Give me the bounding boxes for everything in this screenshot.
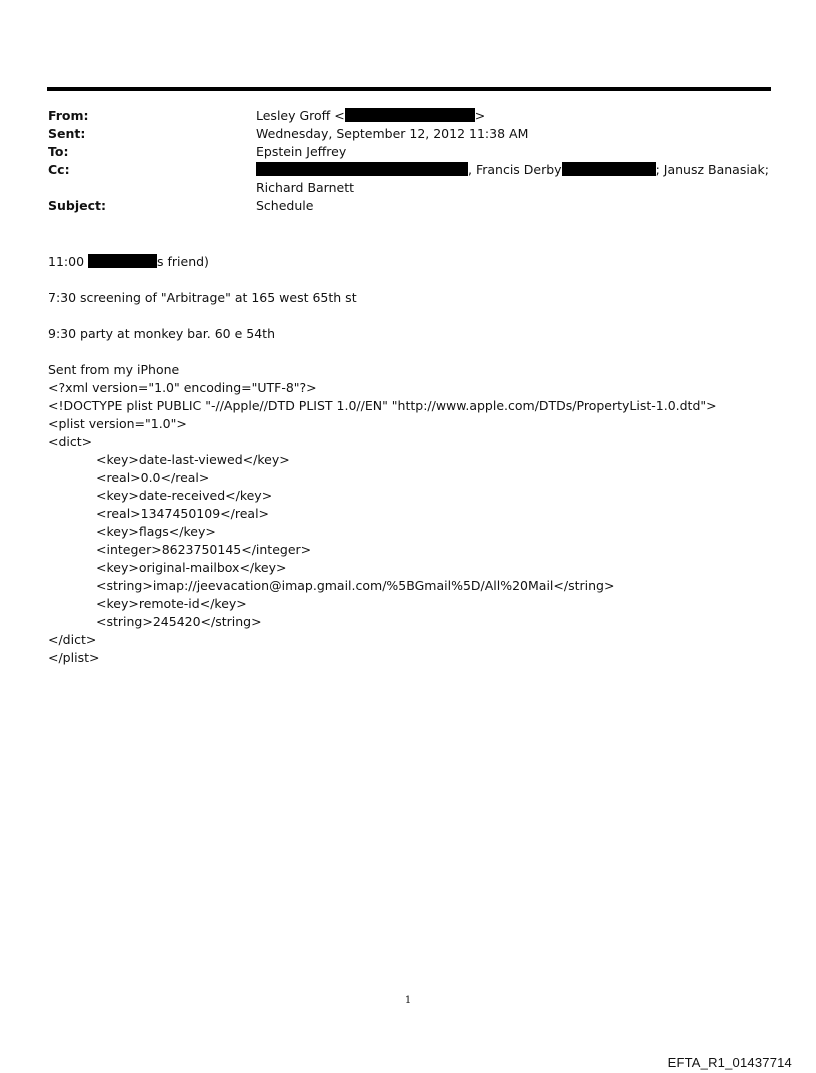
cc-part-1: , Francis Derby — [468, 162, 562, 177]
xml-entry: <string>245420</string> — [96, 614, 262, 629]
xml-entry: <key>date-received</key> — [96, 488, 273, 503]
cc-part-2: ; Janusz Banasiak; — [655, 162, 769, 177]
schedule-item-3: 9:30 party at monkey bar. 60 e 54th — [48, 326, 275, 341]
schedule-item-2: 7:30 screening of "Arbitrage" at 165 west 65th st — [48, 290, 357, 305]
xml-entry: <string>imap://jeevacation@imap.gmail.com/%5BGmail%5D/All%20Mail</string> — [96, 578, 615, 593]
xml-entry: <key>remote-id</key> — [96, 596, 247, 611]
subject-label: Subject: — [48, 198, 106, 213]
xml-entry: <real>0.0</real> — [96, 470, 210, 485]
to-value: Epstein Jeffrey — [256, 144, 347, 159]
from-value — [256, 107, 770, 125]
schedule-item-1-rest: s friend) — [157, 254, 209, 269]
xml-entry: <integer>8623750145</integer> — [96, 542, 312, 557]
redaction-box — [88, 254, 157, 268]
from-name: Lesley Groff < — [256, 108, 345, 123]
xml-plist-open: <plist version="1.0"> — [48, 416, 187, 431]
to-label: To: — [48, 144, 69, 159]
from-label: From: — [48, 108, 89, 123]
sent-row — [48, 125, 770, 143]
from-row — [48, 107, 770, 125]
redaction-box — [562, 162, 656, 176]
xml-plist-close: </plist> — [48, 650, 100, 665]
header-divider — [47, 87, 771, 91]
xml-doctype: <!DOCTYPE plist PUBLIC "-//Apple//DTD PLIST 1.0//EN" "http://www.apple.com/DTDs/PropertyList-1.0.dtd"> — [48, 398, 717, 413]
to-row — [48, 143, 770, 161]
xml-dict-open: <dict> — [48, 434, 93, 449]
xml-entry: <key>date-last-viewed</key> — [96, 452, 290, 467]
schedule-item-1-time: 11:00 — [48, 254, 88, 269]
subject-value: Schedule — [256, 198, 314, 213]
document-id: EFTA_R1_01437714 — [667, 1055, 792, 1070]
cc-line-2: Richard Barnett — [256, 180, 355, 195]
sent-value: Wednesday, September 12, 2012 11:38 AM — [256, 126, 529, 141]
redaction-box — [345, 108, 475, 122]
signature: Sent from my iPhone — [48, 362, 180, 377]
xml-dict-close: </dict> — [48, 632, 97, 647]
schedule-item-1 — [48, 253, 768, 271]
from-close-bracket: > — [474, 108, 486, 123]
page-number: 1 — [404, 995, 412, 1006]
xml-entry: <real>1347450109</real> — [96, 506, 270, 521]
redaction-box — [256, 162, 468, 176]
cc-line-1 — [256, 161, 770, 179]
email-header — [48, 107, 770, 215]
cc-row — [48, 161, 770, 197]
email-body — [48, 253, 768, 667]
xml-entry: <key>original-mailbox</key> — [96, 560, 287, 575]
cc-label: Cc: — [48, 162, 70, 177]
xml-declaration: <?xml version="1.0" encoding="UTF-8"?> — [48, 380, 317, 395]
subject-row — [48, 197, 770, 215]
sent-label: Sent: — [48, 126, 86, 141]
xml-entry: <key>flags</key> — [96, 524, 216, 539]
cc-value — [256, 161, 770, 197]
